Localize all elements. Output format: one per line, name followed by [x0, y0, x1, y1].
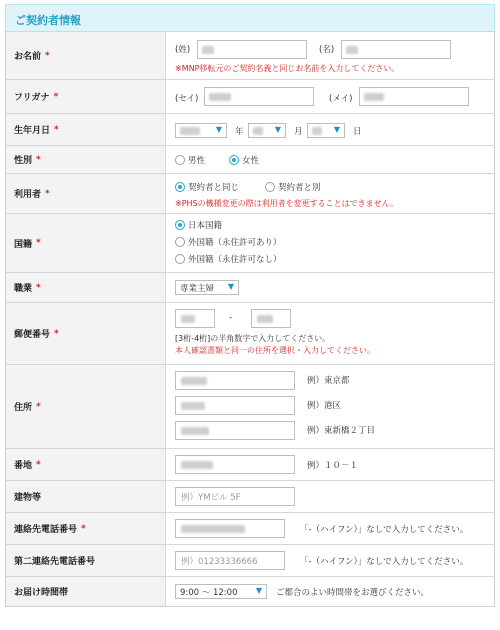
row-birth: [6, 113, 494, 145]
phone2-input[interactable]: 例）01233336666: [175, 551, 285, 570]
radio-checked-icon: [175, 220, 185, 230]
postal-separator: -: [229, 313, 233, 323]
user-option-same[interactable]: 契約者と同じ: [175, 181, 239, 193]
label-address: 住所 *: [6, 365, 166, 448]
row-furigana: [6, 79, 494, 113]
label-delivery: お届け時間帯: [6, 577, 166, 606]
row-building: [6, 480, 494, 512]
town-example: 例）東新橋２丁目: [307, 426, 376, 436]
gender-option-female[interactable]: 女性: [229, 154, 259, 166]
label-furigana: フリガナ *: [6, 80, 166, 113]
city-example: 例）港区: [307, 401, 342, 411]
delivery-note: ご都合のよい時間帯をお選びください。: [276, 588, 430, 598]
radio-icon: [175, 155, 185, 165]
label-phone2: 第二連絡先電話番号: [6, 545, 166, 576]
label-user: 利用者 *: [6, 174, 166, 213]
postal-code-second-input[interactable]: [251, 309, 291, 328]
radio-icon: [175, 237, 185, 247]
occupation-select[interactable]: 専業主婦 ▼: [175, 280, 239, 295]
row-nationality: [6, 213, 494, 272]
section-title: ご契約者情報: [15, 14, 81, 27]
label-phone: 連絡先電話番号 *: [6, 513, 166, 544]
radio-icon: [175, 254, 185, 264]
user-note: ※PHSの機種変更の際は利用者を変更することはできません。: [175, 199, 399, 208]
first-name-prefix: (名): [319, 45, 335, 55]
chevron-down-icon: ▼: [255, 586, 262, 595]
year-unit: 年: [235, 127, 244, 137]
row-user: [6, 173, 494, 213]
nationality-option-japan[interactable]: 日本国籍: [175, 219, 222, 231]
furigana-first-prefix: (メイ): [329, 94, 353, 104]
birth-year-select[interactable]: [175, 123, 227, 138]
row-name: [6, 31, 494, 79]
city-input[interactable]: [175, 396, 295, 415]
row-phone: [6, 512, 494, 544]
prefecture-input[interactable]: [175, 371, 295, 390]
radio-checked-icon: [229, 155, 239, 165]
name-note: ※MNP移転元のご契約名義と同じお名前を入力してください。: [175, 64, 400, 73]
phone-input[interactable]: [175, 519, 285, 538]
postal-address-note: 本人確認書類と同一の住所を選択・入力してください。: [175, 346, 375, 355]
nationality-option-foreign-permanent[interactable]: 外国籍（永住許可あり）: [175, 236, 282, 248]
section-header: [5, 4, 495, 32]
chevron-down-icon: ▼: [227, 282, 234, 291]
banchi-input[interactable]: [175, 455, 295, 474]
required-mark: *: [45, 50, 50, 61]
nationality-option-foreign-nonpermanent[interactable]: 外国籍（永住許可なし）: [175, 253, 282, 265]
phone2-note: 「-（ハイフン）」なしで入力してください。: [300, 557, 469, 567]
label-gender: 性別 *: [6, 146, 166, 173]
label-banchi: 番地 *: [6, 449, 166, 480]
chevron-down-icon: ▼: [333, 125, 340, 134]
row-address: [6, 364, 494, 448]
row-banchi: [6, 448, 494, 480]
furigana-last-prefix: (セイ): [175, 94, 199, 104]
phone-note: 「-（ハイフン）」なしで入力してください。: [300, 525, 469, 535]
building-input[interactable]: 例）YMビル 5F: [175, 487, 295, 506]
row-phone2: [6, 544, 494, 576]
radio-icon: [265, 182, 275, 192]
label-name: お名前 *: [6, 32, 166, 79]
banchi-example: 例）１０－１: [307, 461, 359, 471]
radio-checked-icon: [175, 182, 185, 192]
contract-form: [5, 31, 495, 607]
chevron-down-icon: ▼: [274, 125, 281, 134]
last-name-input[interactable]: [197, 40, 307, 59]
town-input[interactable]: [175, 421, 295, 440]
postal-code-first-input[interactable]: [175, 309, 215, 328]
gender-option-male[interactable]: 男性: [175, 154, 205, 166]
row-delivery: [6, 576, 494, 606]
user-option-other[interactable]: 契約者と別: [265, 181, 321, 193]
label-postal: 郵便番号 *: [6, 303, 166, 364]
furigana-last-input[interactable]: [204, 87, 314, 106]
delivery-time-select[interactable]: 9:00 ～ 12:00 ▼: [175, 584, 267, 599]
row-postal: [6, 302, 494, 364]
row-gender: [6, 145, 494, 173]
day-unit: 日: [353, 127, 362, 137]
label-nationality: 国籍 *: [6, 214, 166, 272]
chevron-down-icon: ▼: [215, 125, 222, 134]
month-unit: 月: [294, 127, 303, 137]
birth-month-select[interactable]: [248, 123, 286, 138]
birth-day-select[interactable]: [307, 123, 345, 138]
prefecture-example: 例）東京都: [307, 376, 350, 386]
label-occupation: 職業 *: [6, 273, 166, 302]
first-name-input[interactable]: [341, 40, 451, 59]
label-building: 建物等: [6, 481, 166, 512]
row-occupation: [6, 272, 494, 302]
postal-note: [3桁-4桁]の半角数字で入力してください。: [175, 334, 331, 343]
label-birth: 生年月日 *: [6, 114, 166, 145]
last-name-prefix: (姓): [175, 45, 191, 55]
furigana-first-input[interactable]: [359, 87, 469, 106]
